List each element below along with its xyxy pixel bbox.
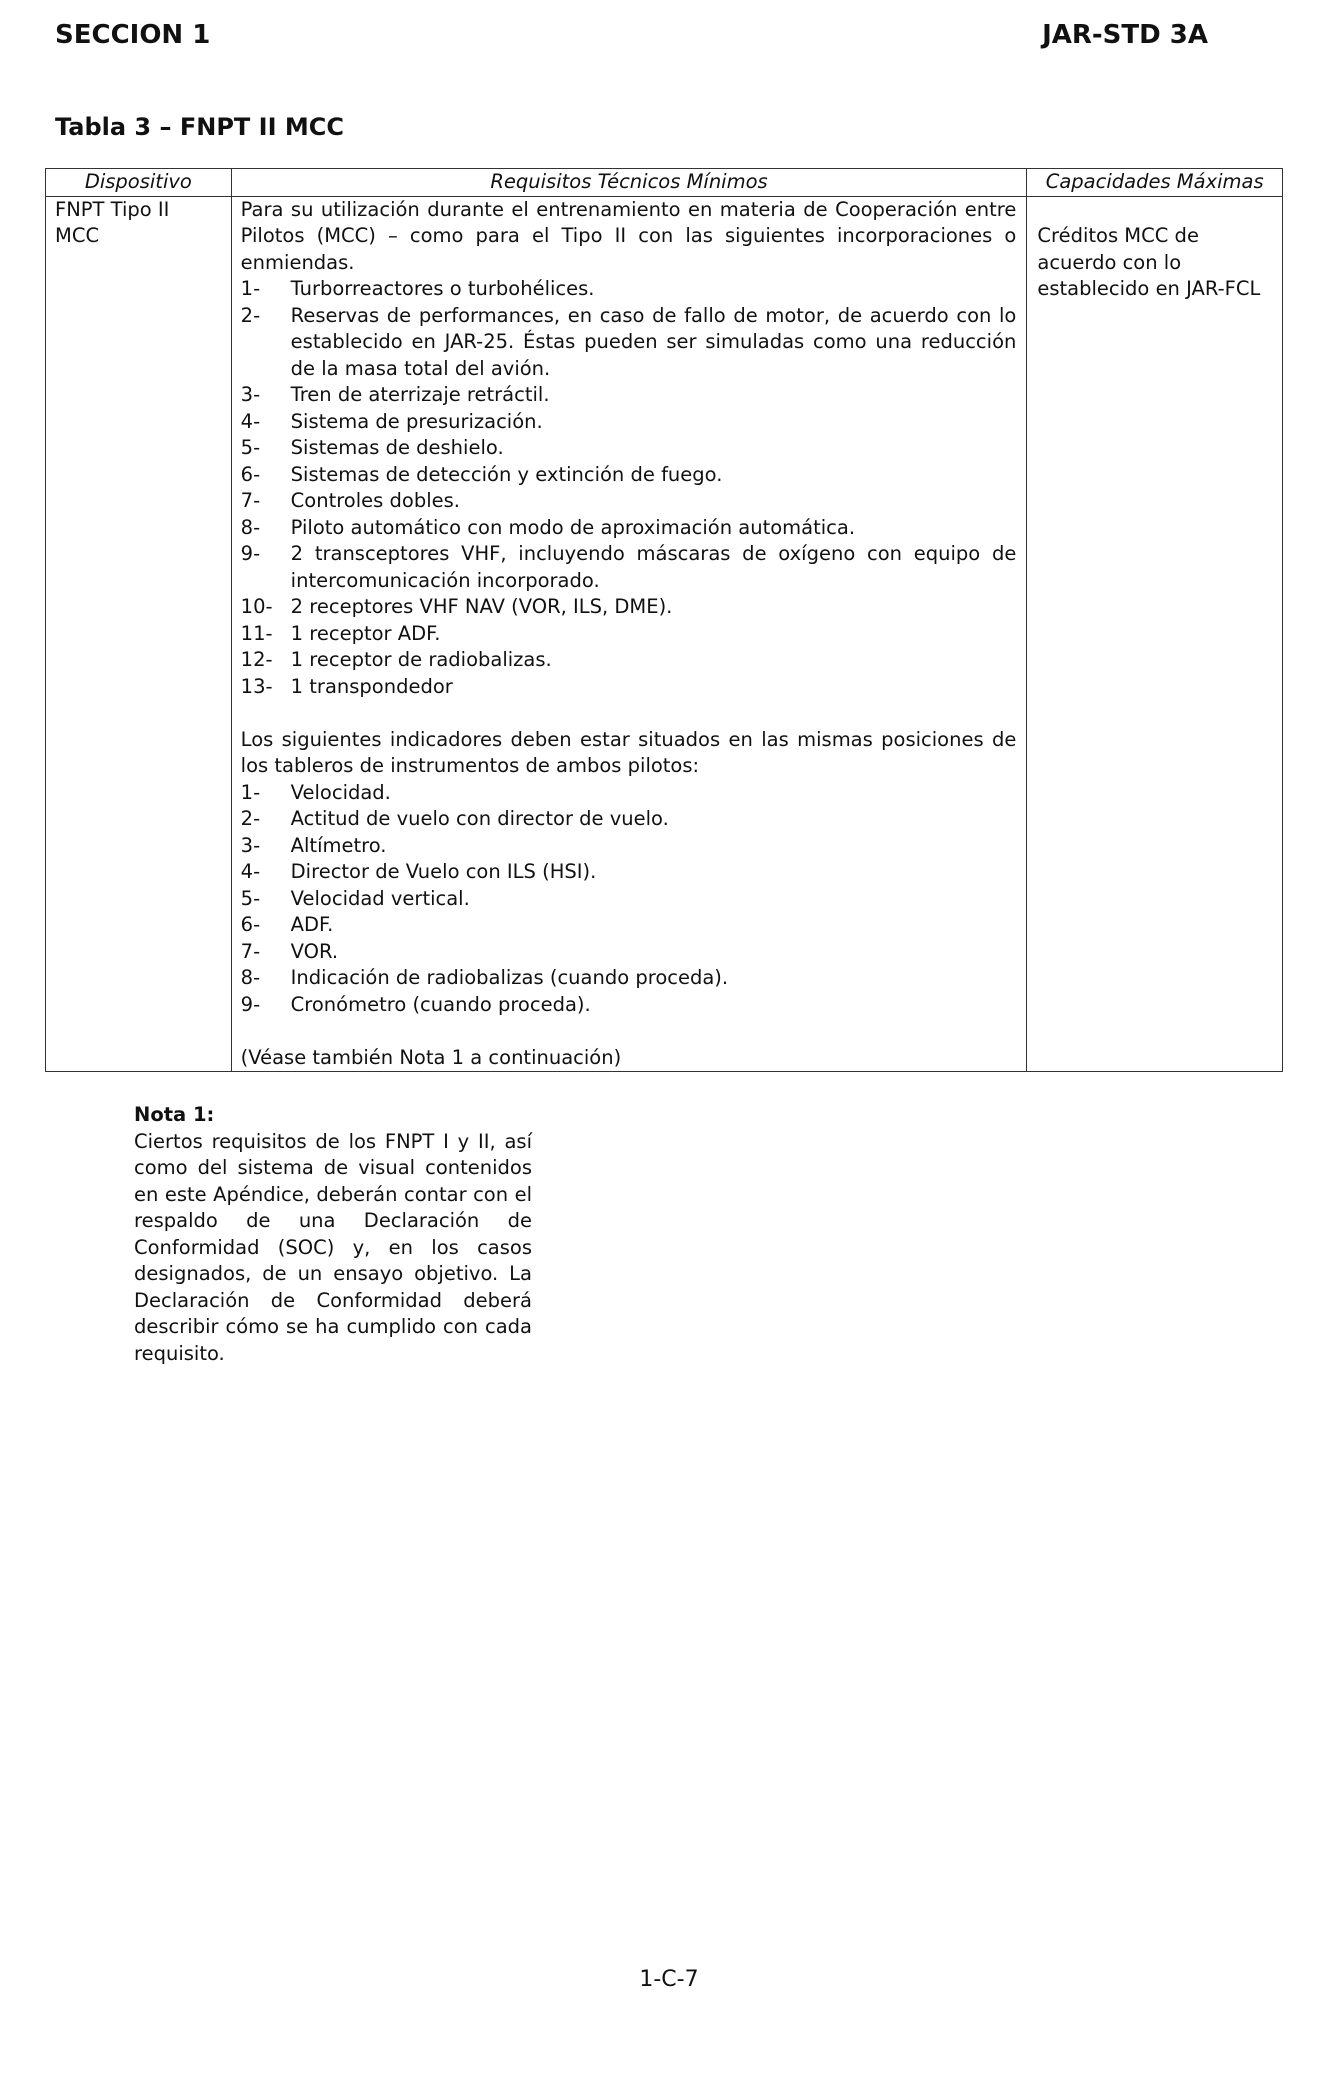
capabilities-text: Créditos MCC de acuerdo con lo establecido en JAR-FCL: [1037, 224, 1261, 300]
list-item: [241, 409, 1017, 436]
table-title: Tabla 3 – FNPT II MCC: [55, 113, 344, 141]
list-item-text: 1 receptor ADF.: [290, 621, 441, 645]
list-item: [241, 515, 1017, 542]
list-item: [241, 488, 1017, 515]
list-item: [241, 621, 1017, 648]
list-item: [241, 674, 1017, 701]
column-header-device: Dispositivo: [46, 169, 232, 197]
list-item: [241, 806, 1017, 833]
list-item-text: Indicación de radiobalizas (cuando proceda).: [290, 966, 729, 989]
requirements-table: [45, 168, 1283, 1072]
list-item: [241, 303, 1017, 383]
list-item-text: Reservas de performances, en caso de fallo de motor, de acuerdo con lo establecido en JAR-25. Éstas pueden ser simuladas como una reducción de la masa total del avión.: [290, 303, 1017, 380]
list-item: [241, 435, 1017, 462]
list-item-text: ADF.: [290, 913, 334, 936]
list-item: [241, 647, 1017, 674]
list-item-number: 11-: [240, 621, 273, 645]
document-code: JAR-STD 3A: [1042, 20, 1208, 50]
device-name: FNPT Tipo II MCC: [55, 197, 170, 247]
list-item: [241, 992, 1017, 1019]
list-item-text: Sistemas de deshielo.: [290, 436, 504, 459]
list-item-text: Piloto automático con modo de aproximación automática.: [290, 515, 856, 539]
requirements-cell: [231, 196, 1027, 1072]
list-item-number: 13-: [240, 674, 273, 698]
table-header-row: [46, 169, 1283, 197]
capabilities-cell: [1027, 196, 1283, 1072]
list-item-text: Sistemas de detección y extinción de fuego.: [290, 462, 723, 486]
list-item: [241, 859, 1017, 886]
list-item: [241, 276, 1017, 303]
requirements-intro: Para su utilización durante el entrenamiento en materia de Cooperación entre Pilotos (MCC) – como para el Tipo II con las siguientes incorporaciones o enmiendas.: [240, 197, 1017, 274]
list-item: [241, 912, 1017, 939]
list-item-number: 3-: [240, 833, 261, 857]
list-item-text: VOR.: [290, 939, 339, 963]
list-item-number: 4-: [240, 409, 261, 433]
list-item-number: 1-: [240, 780, 261, 804]
table-row: [46, 196, 1283, 1072]
list-item-text: 2 transceptores VHF, incluyendo máscaras de oxígeno con equipo de intercomunicación incorporado.: [290, 542, 1017, 592]
list-item-text: Turborreactores o turbohélices.: [290, 277, 595, 300]
list-item: [241, 541, 1017, 594]
list-item-number: 5-: [240, 436, 261, 459]
list-item-text: Director de Vuelo con ILS (HSI).: [290, 860, 597, 883]
device-cell: [46, 196, 232, 1072]
list-item: [241, 780, 1017, 807]
list-item-text: Tren de aterrizaje retráctil.: [290, 383, 550, 406]
list-item-number: 8-: [240, 966, 261, 989]
column-header-capabilities: Capacidades Máximas: [1027, 169, 1283, 197]
see-also-note: (Véase también Nota 1 a continuación): [240, 1045, 622, 1069]
page-number: 1-C-7: [639, 1967, 699, 1992]
list-item-number: 9-: [240, 542, 261, 565]
list-item-text: Cronómetro (cuando proceda).: [290, 992, 591, 1016]
list-item-number: 9-: [240, 992, 261, 1016]
list-item: [241, 594, 1017, 621]
indicators-list: [241, 780, 1017, 1019]
list-item-text: Actitud de vuelo con director de vuelo.: [290, 807, 669, 830]
requirements-list: [241, 276, 1017, 700]
note-block: [134, 1102, 532, 1367]
list-item-number: 10-: [240, 595, 273, 618]
list-item-text: 1 transpondedor: [290, 674, 453, 698]
list-item-number: 5-: [240, 886, 261, 910]
list-item-number: 4-: [240, 860, 261, 883]
list-item-number: 6-: [240, 913, 261, 936]
list-item: [241, 382, 1017, 409]
list-item-text: Controles dobles.: [290, 489, 460, 512]
list-item-number: 12-: [240, 648, 273, 671]
list-item-text: 2 receptores VHF NAV (VOR, ILS, DME).: [290, 595, 673, 618]
note-body: Ciertos requisitos de los FNPT I y II, así como del sistema de visual contenidos en este Apéndice, deberán contar con el respaldo de una Declaración de Conformidad (SOC) y, en los casos designados, de un ensayo objetivo. La Declaración de Conformidad deberá describir cómo se ha cumplido con cada requisito.: [134, 1129, 532, 1365]
list-item-text: Velocidad vertical.: [290, 886, 470, 910]
list-item-number: 2-: [240, 807, 261, 830]
list-item-number: 2-: [240, 303, 261, 327]
list-item-text: Velocidad.: [290, 780, 391, 804]
list-item: [241, 462, 1017, 489]
note-title: Nota 1:: [134, 1103, 215, 1126]
list-item-number: 7-: [240, 489, 261, 512]
list-item-number: 1-: [240, 277, 261, 300]
list-item-number: 6-: [240, 462, 261, 486]
column-header-requirements: Requisitos Técnicos Mínimos: [231, 169, 1027, 197]
list-item: [241, 965, 1017, 992]
list-item-number: 8-: [240, 515, 261, 539]
list-item-text: 1 receptor de radiobalizas.: [290, 648, 552, 671]
list-item: [241, 833, 1017, 860]
list-item-number: 3-: [240, 383, 261, 406]
section-header: SECCION 1: [55, 20, 211, 50]
list-item: [241, 886, 1017, 913]
list-item: [241, 939, 1017, 966]
indicators-intro: Los siguientes indicadores deben estar situados en las mismas posiciones de los tableros de instrumentos de ambos pilotos:: [240, 727, 1017, 777]
list-item-number: 7-: [240, 939, 261, 963]
list-item-text: Sistema de presurización.: [290, 409, 543, 433]
list-item-text: Altímetro.: [290, 833, 387, 857]
